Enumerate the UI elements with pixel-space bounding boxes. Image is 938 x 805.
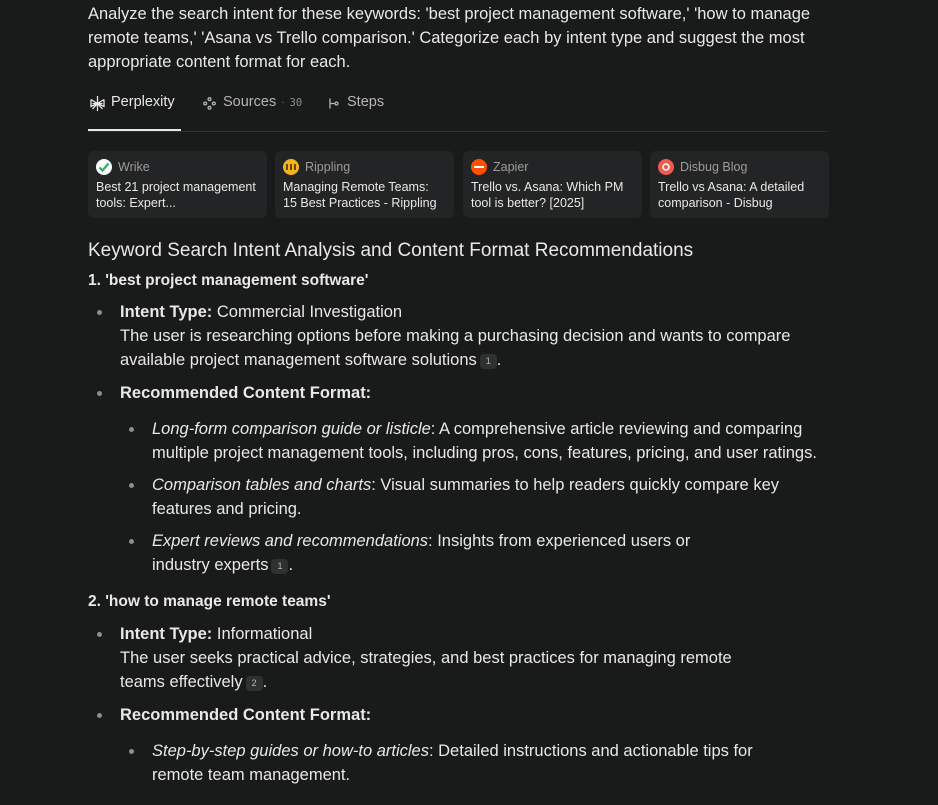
sources-count: 30: [289, 97, 303, 109]
intent-label: Intent Type:: [120, 303, 213, 321]
intent-value: Commercial Investigation: [212, 303, 403, 321]
period: .: [262, 673, 268, 691]
intent-label: Intent Type:: [120, 625, 213, 643]
citation-badge[interactable]: 2: [246, 676, 263, 691]
format-label: Recommended Content Format:: [120, 384, 372, 402]
answer-heading: Keyword Search Intent Analysis and Content Format Recommendations: [88, 240, 694, 261]
format-text: : Detailed instructions and actionable tips for: [428, 742, 753, 760]
source-card-zapier[interactable]: [463, 151, 642, 218]
tab-steps-label: Steps: [347, 94, 385, 110]
source-title: Trello vs. Asana: Which PM tool is better? [2025]: [471, 180, 624, 210]
format-list: [88, 739, 833, 787]
sources-icon: [200, 94, 218, 112]
list-item: [88, 381, 833, 577]
list-item: [88, 417, 833, 465]
source-site: Rippling: [305, 159, 351, 174]
list-item: [88, 473, 833, 521]
format-name: Comparison tables and charts: [152, 476, 372, 494]
perplexity-logo-icon: [88, 94, 106, 112]
tab-perplexity[interactable]: [88, 88, 181, 131]
format-text: industry experts: [152, 556, 269, 574]
tab-perplexity-label: Perplexity: [111, 94, 175, 110]
list-item: [88, 300, 833, 372]
source-title: Best 21 project management tools: Expert...: [96, 180, 256, 210]
source-cards: [88, 151, 829, 218]
section-1-title: 1. 'best project management software': [88, 272, 369, 289]
steps-icon: [324, 94, 342, 112]
wrike-check-icon: [96, 159, 112, 175]
source-card-disbug[interactable]: [650, 151, 829, 218]
citation-badge[interactable]: 1: [480, 354, 497, 369]
source-card-wrike[interactable]: [88, 151, 267, 218]
source-site: Wrike: [118, 159, 150, 174]
tab-sources[interactable]: [200, 88, 302, 130]
disbug-logo-icon: [658, 159, 674, 175]
citation-badge[interactable]: 1: [271, 559, 288, 574]
format-label: Recommended Content Format:: [120, 706, 372, 724]
format-text: remote team management.: [152, 766, 351, 784]
section-1-list: [88, 300, 833, 577]
source-title: Trello vs Asana: A detailed comparison - Disbug: [658, 180, 805, 210]
section-2-title: 2. 'how to manage remote teams': [88, 593, 331, 610]
zapier-logo-icon: [471, 159, 487, 175]
tab-steps[interactable]: [324, 88, 384, 130]
intent-description: teams effectively: [120, 673, 243, 691]
section-2-list: [88, 622, 833, 787]
answer-body: [88, 236, 833, 787]
list-item: [88, 529, 833, 577]
list-item: [88, 739, 833, 787]
format-text: : Visual summaries to help readers quickly compare key features and pricing.: [152, 476, 779, 518]
intent-description: The user is researching options before making a purchasing decision and wants to compare available project management software solutions: [120, 327, 791, 369]
answer-tabs: [88, 88, 828, 132]
period: .: [288, 556, 294, 574]
source-title: Managing Remote Teams: 15 Best Practices - Rippling: [283, 180, 437, 210]
list-item: [88, 622, 833, 694]
intent-description: The user seeks practical advice, strategies, and best practices for managing remote: [120, 649, 732, 667]
format-list: [88, 417, 833, 577]
period: .: [496, 351, 502, 369]
rippling-logo-icon: [283, 159, 299, 175]
intent-value: Informational: [212, 625, 313, 643]
sources-separator: ·: [281, 97, 285, 108]
user-query: Analyze the search intent for these keywords: 'best project management software,' 'how to manage remote teams,' 'Asana vs Trello comparison.' Categorize each by intent type and suggest the most appropriate content format for each.: [88, 5, 811, 71]
format-name: Expert reviews and recommendations: [152, 532, 429, 550]
list-item: [88, 703, 833, 787]
source-site: Disbug Blog: [680, 159, 748, 174]
format-name: Long-form comparison guide or listicle: [152, 420, 431, 438]
tab-sources-label: Sources: [223, 94, 277, 110]
format-name: Step-by-step guides or how-to articles: [152, 742, 429, 760]
format-text: : Insights from experienced users or: [428, 532, 691, 550]
format-text: : A comprehensive article reviewing and comparing multiple project management tools, including pros, cons, features, pricing, and user ratings.: [152, 420, 817, 462]
source-site: Zapier: [493, 159, 529, 174]
source-card-rippling[interactable]: [275, 151, 454, 218]
